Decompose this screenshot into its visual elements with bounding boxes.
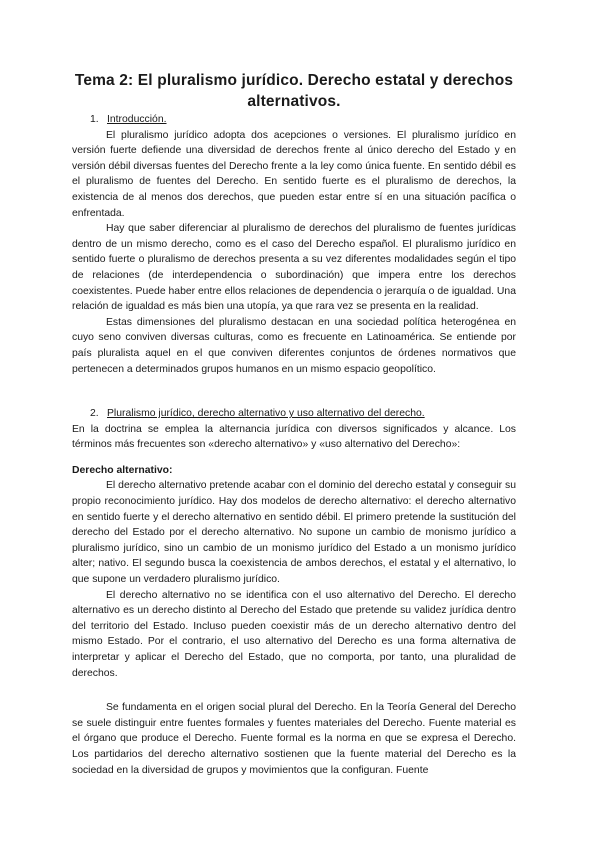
document-title: Tema 2: El pluralismo jurídico. Derecho estatal y derechos alternativos.	[74, 72, 514, 110]
section-number: 1.	[90, 114, 99, 125]
spacer	[72, 681, 516, 700]
section-heading-introduccion	[72, 112, 516, 128]
spacer	[72, 396, 516, 406]
paragraph: El pluralismo jurídico adopta dos acepciones o versiones. El pluralismo jurídico en versión fuerte defiende una diversidad de derechos frente al único derecho del Estado y en versión débil diversas fuentes del Derecho frente a la ley como única fuente. En sentido débil es el pluralismo de fuentes del Derecho. En sentido fuerte es el pluralismo de derechos, la existencia de al menos dos derechos, que pueden estar entre sí en una situación pacífica o enfrentada.	[72, 129, 516, 219]
paragraph: El derecho alternativo pretende acabar con el dominio del derecho estatal y conseguir su propio reconocimiento jurídico. Hay dos modelos de derecho alternativo: el derecho alternativo en sentido fuerte y el derecho alternativo en sentido débil. El primero pretende la sustitución del derecho del Estado por el derecho alternativo. No supone un cambio de monismo jurídico a pluralismo jurídico, sino un cambio de un monismo jurídico del Estado a un monismo jurídico alter; nativo. El segundo busca la coexistencia de ambos derechos, el estatal y el alternativo, lo que supone un verdadero pluralismo jurídico.	[72, 480, 516, 586]
section-heading-pluralismo	[72, 406, 516, 422]
paragraph: Se fundamenta en el origen social plural del Derecho. En la Teoría General del Derecho se suele distinguir entre fuentes formales y fuentes materiales del Derecho. Fuente material es el órgano que produce el Derecho. Fuente formal es la norma en que se expresa el Derecho. Los partidarios del derecho alternativo sostienen que la fuente material del Derecho es la sociedad en la diversidad de grupos y movimientos que la configuran. Fuente	[72, 702, 516, 776]
spacer	[72, 453, 516, 463]
paragraph: Estas dimensiones del pluralismo destacan en una sociedad política heterogénea en cuyo seno conviven diversas culturas, como es frecuente en Latinoamérica. Se entiende por país pluralista aquel en el que conviven diferentes conjuntos de órdenes normativos que pertenecen a determinados grupos humanos en un mismo espacio geopolítico.	[72, 316, 516, 375]
section-title: Pluralismo jurídico, derecho alternativo y uso alternativo del derecho.	[107, 408, 425, 420]
paragraph: El derecho alternativo no se identifica con el uso alternativo del Derecho. El derecho alternativo es un derecho distinto al Derecho del Estado que pretende su validez jurídica dentro del territorio del Estado. Incluso pueden coexistir más de un derecho alternativo dentro del mismo Estado. Por el contrario, el uso alternativo del Derecho es una forma alternativa de interpretar y aplicar el Derecho del Estado, que no comporta, por tanto, una pluralidad de derechos.	[72, 589, 516, 679]
section-number: 2.	[90, 408, 99, 420]
paragraph: Hay que saber diferenciar al pluralismo de derechos del pluralismo de fuentes jurídicas dentro de un mismo derecho, como es el caso del Derecho español. El pluralismo jurídico en sentido fuerte o pluralismo de derechos presenta a su vez diferentes modalidades según el tipo de relaciones (de interdependencia o subordinación) que impera entre los derechos coexistentes. Puede haber entre ellos relaciones de dependencia o jerarquía o de igualdad. Una relación de igualdad es más bien una utopía, ya que rara vez se presenta en la realidad.	[72, 223, 516, 313]
paragraph: En la doctrina se emplea la alternancia jurídica con diversos significados y alcance. Los términos más frecuentes son «derecho alternativo» y «uso alternativo del Derecho»:	[72, 423, 516, 451]
section-title: Introducción.	[107, 114, 167, 125]
spacer	[72, 377, 516, 396]
subheading: Derecho alternativo:	[72, 464, 173, 476]
